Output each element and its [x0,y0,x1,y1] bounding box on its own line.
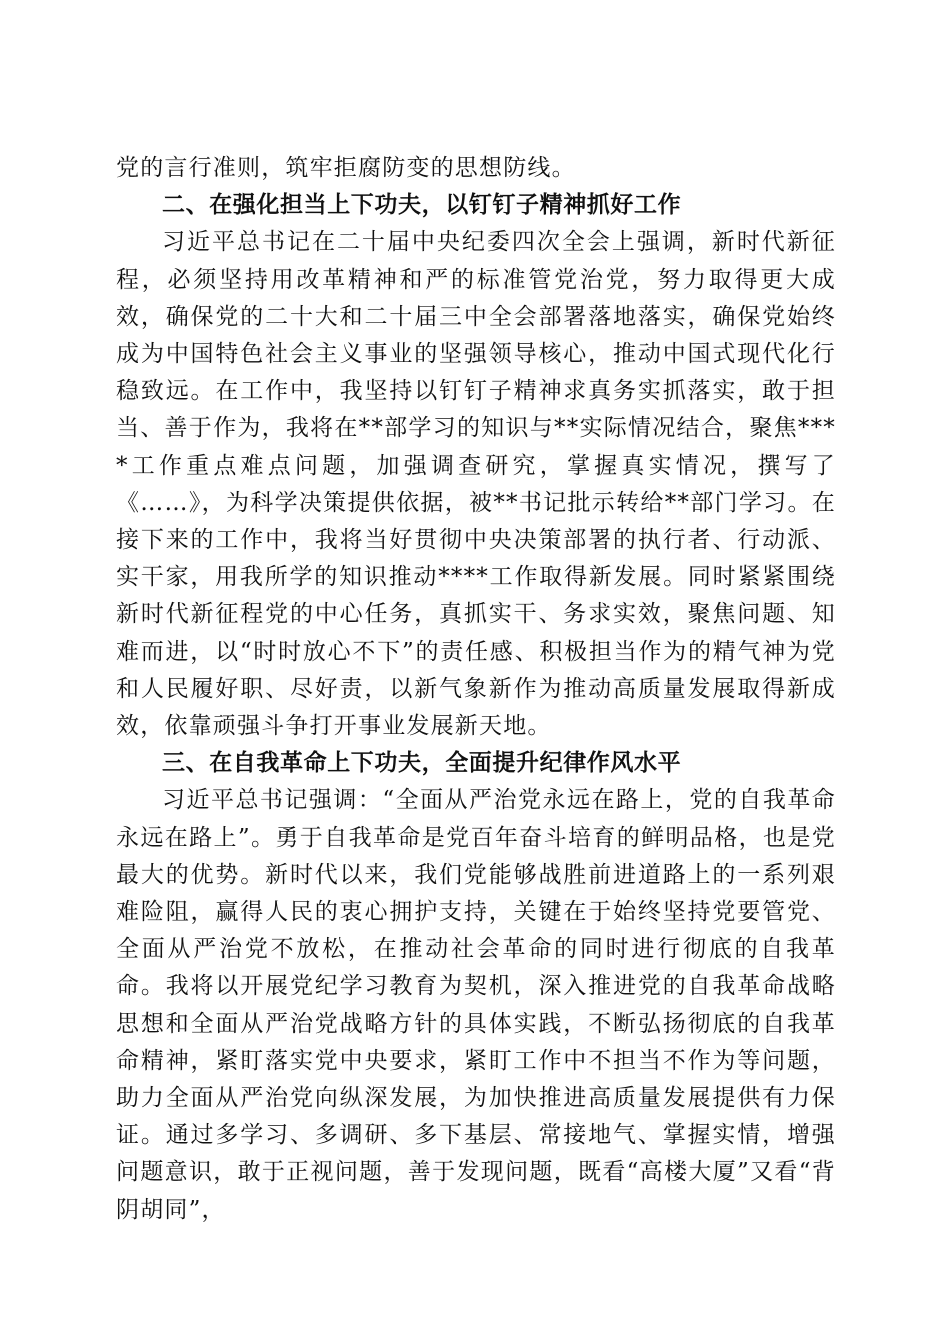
paragraph-continuation: 党的言行准则，筑牢拒腐防变的思想防线。 [116,155,576,181]
paragraph-section-2: 习近平总书记在二十届中央纪委四次全会上强调，新时代新征程，必须坚持用改革精神和严的标准管党治党，努力取得更大成效，确保党的二十大和二十届三中全会部署落地落实，确保党始终成为中国特色社会主义事业的坚强领导核心，推动中国式现代化行稳致远。在工作中，我坚持以钉钉子精神求真务实抓落实，敢于担当、善于作为，我将在**部学习的知识与**实际情况结合，聚焦****工作重点难点问题，加强调查研究，掌握真实情况，撰写了《……》，为科学决策提供依据，被**书记批示转给**部门学习。在接下来的工作中，我将当好贯彻中央决策部署的执行者、行动派、实干家，用我所学的知识推动****工作取得新发展。同时紧紧围绕新时代新征程党的中心任务，真抓实干、务求实效，聚焦问题、知难而进，以“时时放心不下”的责任感、积极担当作为的精气神为党和人民履好职、尽好责，以新气象新作为推动高质量发展取得新成效，依靠顽强斗争打开事业发展新天地。 [116,229,836,740]
section-heading-3: 三、在自我革命上下功夫，全面提升纪律作风水平 [162,750,682,777]
document-page [116,150,836,1229]
paragraph-section-3: 习近平总书记强调：“全面从严治党永远在路上，党的自我革命永远在路上”。勇于自我革命是党百年奋斗培育的鲜明品格，也是党最大的优势。新时代以来，我们党能够战胜前进道路上的一系列艰难险阻，赢得人民的衷心拥护支持，关键在于始终坚持党要管党、全面从严治党不放松，在推动社会革命的同时进行彻底的自我革命。我将以开展党纪学习教育为契机，深入推进党的自我革命战略思想和全面从严治党战略方针的具体实践，不断弘扬彻底的自我革命精神，紧盯落实党中央要求，紧盯工作中不担当不作为等问题，助力全面从严治党向纵深发展，为加快推进高质量发展提供有力保证。通过多学习、多调研、多下基层、常接地气、掌握实情，增强问题意识，敢于正视问题，善于发现问题，既看“高楼大厦”又看“背阴胡同”， [116,787,836,1223]
section-heading-2: 二、在强化担当上下功夫，以钉钉子精神抓好工作 [162,192,682,219]
